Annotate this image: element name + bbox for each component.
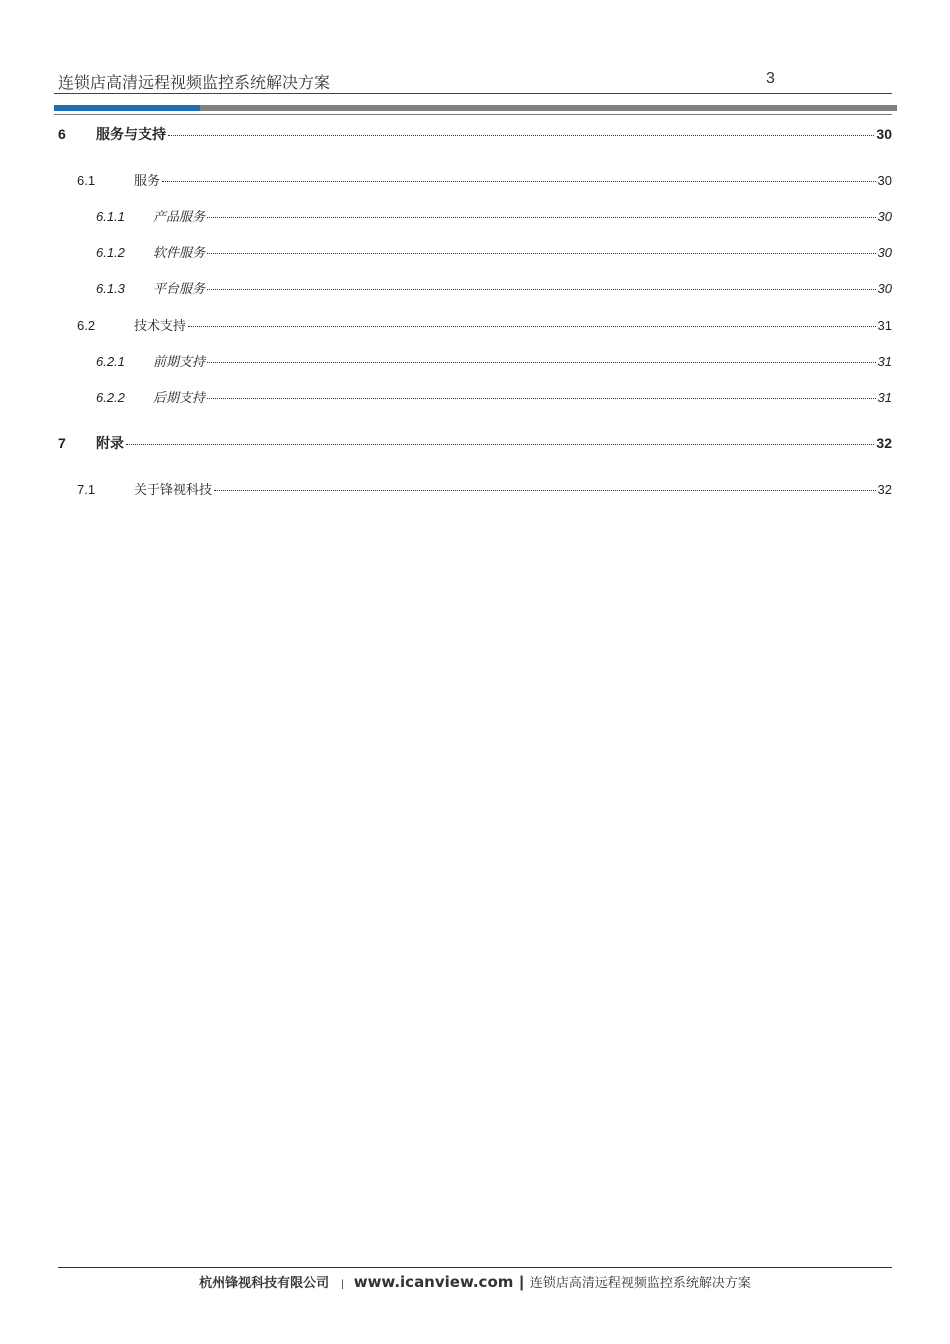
toc-number: 6.2 xyxy=(77,318,96,333)
toc-page: 30 xyxy=(877,173,892,188)
toc-entry[interactable] xyxy=(58,124,892,144)
header-underline xyxy=(54,114,892,115)
toc-entry[interactable] xyxy=(58,433,892,453)
toc-leader xyxy=(168,135,874,136)
toc-number: 6.1.3 xyxy=(96,281,125,296)
toc-title: 软件服务 xyxy=(153,246,206,261)
toc-entry[interactable] xyxy=(96,351,892,371)
toc-entry[interactable] xyxy=(77,170,892,190)
toc-title: 附录 xyxy=(96,436,124,452)
toc-leader xyxy=(188,326,876,327)
toc-entry[interactable] xyxy=(96,387,892,407)
toc-title: 服务 xyxy=(134,174,161,189)
footer-company: 杭州锋视科技有限公司 xyxy=(199,1276,330,1291)
toc-leader xyxy=(207,398,876,399)
toc-number: 6.1.1 xyxy=(96,209,125,224)
toc-title: 技术支持 xyxy=(134,319,187,334)
footer-rule xyxy=(58,1267,892,1268)
toc-number: 6.2.1 xyxy=(96,354,125,369)
footer-separator: | xyxy=(519,1274,524,1291)
toc-page: 31 xyxy=(877,354,892,369)
header-gray-bar xyxy=(200,105,897,111)
toc-title: 前期支持 xyxy=(153,355,206,370)
toc-page: 32 xyxy=(877,482,892,497)
toc-page: 30 xyxy=(877,281,892,296)
page-header xyxy=(58,68,892,92)
toc-entry[interactable] xyxy=(96,206,892,226)
header-rule xyxy=(54,93,892,94)
toc-leader xyxy=(207,362,876,363)
toc-page: 31 xyxy=(877,318,892,333)
toc-entry[interactable] xyxy=(77,315,892,335)
toc-page: 30 xyxy=(877,209,892,224)
toc-page: 32 xyxy=(876,435,892,451)
page-footer xyxy=(0,1272,950,1292)
toc-number: 7.1 xyxy=(77,482,96,497)
toc-title: 服务与支持 xyxy=(96,127,166,143)
toc-number: 6.1.2 xyxy=(96,245,125,260)
toc-leader xyxy=(207,217,876,218)
toc-entry[interactable] xyxy=(77,479,892,499)
toc-page: 30 xyxy=(877,245,892,260)
header-title: 连锁店高清远程视频监控系统解决方案 xyxy=(58,73,331,92)
toc-number: 6 xyxy=(58,126,66,142)
toc-title: 产品服务 xyxy=(153,210,206,225)
toc-leader xyxy=(162,181,876,182)
header-accent-bar xyxy=(54,105,200,111)
toc-number: 6.1 xyxy=(77,173,96,188)
footer-url[interactable]: www.icanview.com xyxy=(353,1273,514,1291)
toc-number: 6.2.2 xyxy=(96,390,125,405)
toc-title: 后期支持 xyxy=(153,391,206,406)
toc-entry[interactable] xyxy=(96,278,892,298)
toc-entry[interactable] xyxy=(96,242,892,262)
toc-title: 平台服务 xyxy=(153,282,206,297)
toc-leader xyxy=(207,289,876,290)
toc-page: 30 xyxy=(876,126,892,142)
toc-leader xyxy=(207,253,876,254)
footer-separator: | xyxy=(341,1279,344,1290)
footer-doc-title: 连锁店高清远程视频监控系统解决方案 xyxy=(529,1276,751,1291)
toc-title: 关于锋视科技 xyxy=(134,483,213,498)
toc-page: 31 xyxy=(877,390,892,405)
toc-leader xyxy=(126,444,874,445)
header-page-number: 3 xyxy=(766,70,775,87)
toc-leader xyxy=(214,490,876,491)
toc-number: 7 xyxy=(58,435,66,451)
